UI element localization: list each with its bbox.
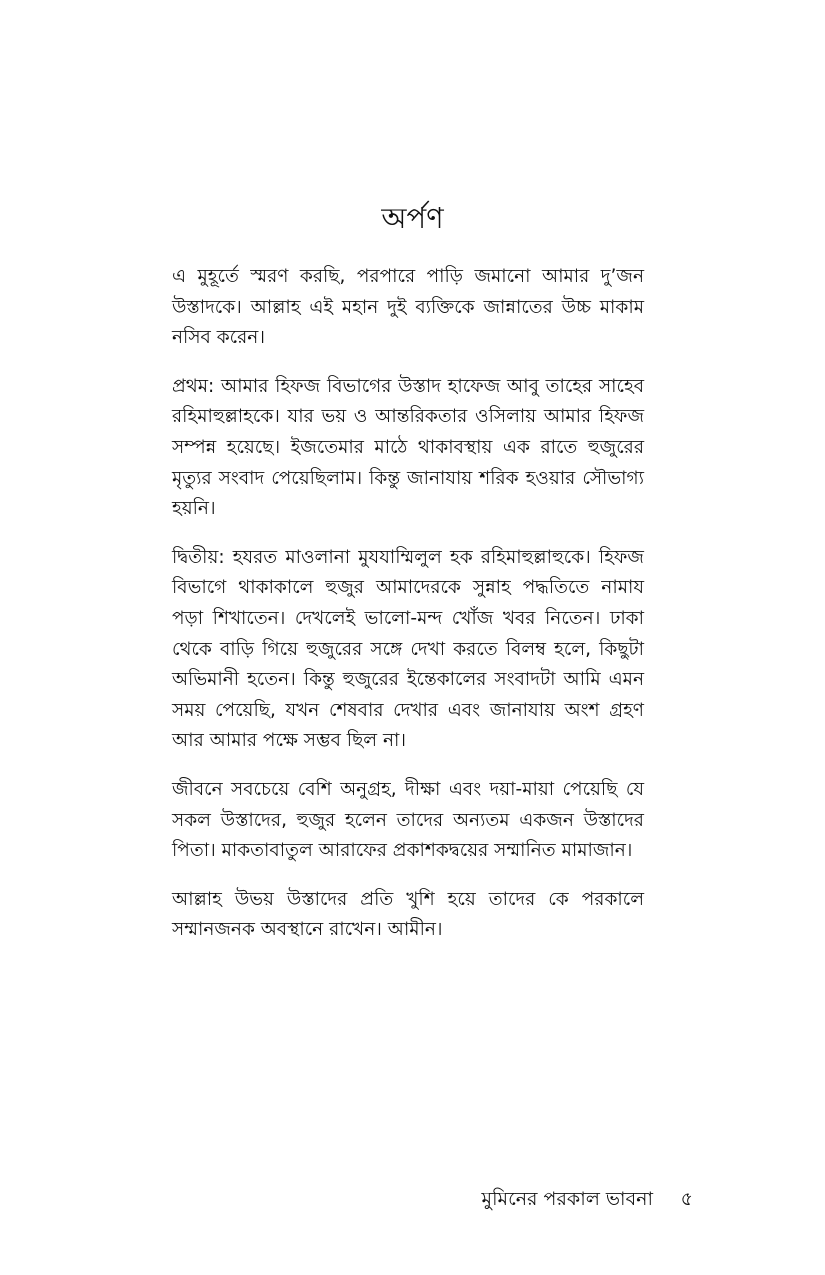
- page-footer: [420, 1182, 695, 1216]
- paragraph-relation: জীবনে সবচেয়ে বেশি অনুগ্রহ, দীক্ষা এবং দয়া-মায়া পেয়েছি যে সকল উস্তাদের, হুজুর হলেন তাদের অন্যতম একজন উস্তাদের পিতা। মাকতাবাতুল আরাফের প্রকাশকদ্বয়ের সম্মানিত মামাজান।: [172, 778, 644, 862]
- paragraph-first-teacher: প্রথম: আমার হিফজ বিভাগের উস্তাদ হাফেজ আবু তাহের সাহেব রহিমাহুল্লাহকে। যার ভয় ও আন্তরিকতার ওসিলায় আমার হিফজ সম্পন্ন হয়েছে। ইজতেমার মাঠে থাকাবস্থায় এক রাতে হুজুরের মৃত্যুর সংবাদ পেয়েছিলাম। কিন্তু জানাযায় শরিক হওয়ার সৌভাগ্য হয়নি।: [172, 375, 644, 520]
- dedication-body: [172, 262, 644, 964]
- paragraph-intro: এ মুহূর্তে স্মরণ করছি, পরপারে পাড়ি জমানো আমার দু’জন উস্তাদকে। আল্লাহ এই মহান দুই ব্যক্তিকে জান্নাতের উচ্চ মাকাম নসিব করেন।: [172, 266, 644, 349]
- paragraph-second-teacher: দ্বিতীয়: হযরত মাওলানা মুযযাম্মিলুল হক রহিমাহুল্লাহুকে। হিফজ বিভাগে থাকাকালে হুজুর আমাদেরকে সুন্নাহ পদ্ধতিতে নামায পড়া শিখাতেন। দেখলেই ভালো-মন্দ খোঁজ খবর নিতেন। ঢাকা থেকে বাড়ি গিয়ে হুজুরের সঙ্গে দেখা করতে বিলম্ব হলে, কিছুটা অভিমানী হতেন। কিন্তু হুজুরের ইন্তেকালের সংবাদটা আমি এমন সময় পেয়েছি, যখন শেষবার দেখার এবং জানাযায় অংশ গ্রহণ আর আমার পক্ষে সম্ভব ছিল না।: [172, 546, 644, 752]
- paragraph-prayer: আল্লাহ উভয় উস্তাদের প্রতি খুশি হয়ে তাদের কে পরকালে সম্মানজনক অবস্থানে রাখেন। আমীন।: [172, 888, 644, 941]
- page-title: অর্পণ: [381, 201, 444, 235]
- page-number: ৫: [680, 1188, 693, 1210]
- running-footer-title: মুমিনের পরকাল ভাবনা: [481, 1188, 653, 1210]
